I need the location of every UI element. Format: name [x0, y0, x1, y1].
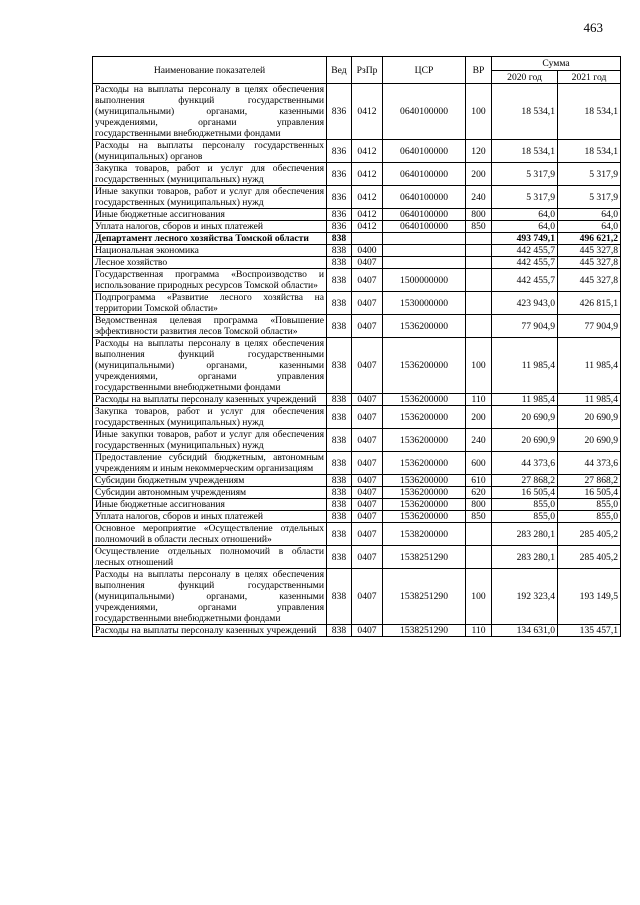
cell-2020: 77 904,9	[492, 315, 558, 338]
cell-2021: 285 405,2	[558, 523, 621, 546]
cell-ved: 838	[327, 511, 352, 523]
table-row	[93, 499, 621, 511]
cell-name: Осуществление отдельных полномочий в области лесных отношений	[93, 546, 327, 569]
cell-rzpr: 0407	[352, 569, 383, 625]
table-row	[93, 523, 621, 546]
cell-csr: 1536200000	[383, 487, 466, 499]
cell-rzpr: 0407	[352, 406, 383, 429]
cell-2021: 285 405,2	[558, 546, 621, 569]
cell-name: Субсидии автономным учреждениям	[93, 487, 327, 499]
table-row	[93, 394, 621, 406]
cell-rzpr: 0407	[352, 269, 383, 292]
cell-ved: 838	[327, 452, 352, 475]
table-row	[93, 186, 621, 209]
table-row	[93, 140, 621, 163]
cell-name: Иные закупки товаров, работ и услуг для обеспечения государственных (муниципальных) нужд	[93, 429, 327, 452]
cell-ved: 836	[327, 209, 352, 221]
table-row	[93, 315, 621, 338]
cell-ved: 838	[327, 406, 352, 429]
cell-csr: 1536200000	[383, 338, 466, 394]
cell-ved: 838	[327, 257, 352, 269]
header-vr: ВР	[466, 57, 492, 84]
header-sum: Сумма	[492, 57, 621, 71]
cell-2021: 77 904,9	[558, 315, 621, 338]
cell-name: Закупка товаров, работ и услуг для обеспечения государственных (муниципальных) нужд	[93, 163, 327, 186]
cell-ved: 836	[327, 186, 352, 209]
cell-2020: 20 690,9	[492, 429, 558, 452]
cell-vr: 850	[466, 221, 492, 233]
cell-2021: 20 690,9	[558, 406, 621, 429]
cell-name: Иные закупки товаров, работ и услуг для обеспечения государственных (муниципальных) нужд	[93, 186, 327, 209]
cell-csr: 1536200000	[383, 511, 466, 523]
table-row	[93, 292, 621, 315]
cell-name: Расходы на выплаты персоналу в целях обеспечения выполнения функций государственными (муниципальными) органами, казенными учреждениями, органами управления государственными внебюджетными фондами	[93, 569, 327, 625]
cell-2020: 11 985,4	[492, 394, 558, 406]
cell-vr: 800	[466, 499, 492, 511]
cell-ved: 838	[327, 625, 352, 637]
cell-ved: 836	[327, 221, 352, 233]
cell-csr: 1530000000	[383, 292, 466, 315]
cell-2020: 442 455,7	[492, 245, 558, 257]
cell-rzpr: 0400	[352, 245, 383, 257]
table-row	[93, 546, 621, 569]
cell-name: Предоставление субсидий бюджетным, автономным учреждениям и иным некоммерческим организациям	[93, 452, 327, 475]
cell-rzpr: 0412	[352, 163, 383, 186]
cell-2020: 27 868,2	[492, 475, 558, 487]
cell-rzpr: 0412	[352, 84, 383, 140]
cell-2020: 442 455,7	[492, 257, 558, 269]
cell-ved: 838	[327, 475, 352, 487]
cell-2021: 18 534,1	[558, 140, 621, 163]
cell-csr: 1500000000	[383, 269, 466, 292]
cell-2021: 27 868,2	[558, 475, 621, 487]
cell-vr: 100	[466, 338, 492, 394]
cell-2021: 135 457,1	[558, 625, 621, 637]
cell-2021: 5 317,9	[558, 163, 621, 186]
cell-2020: 192 323,4	[492, 569, 558, 625]
cell-rzpr: 0407	[352, 475, 383, 487]
cell-name: Иные бюджетные ассигнования	[93, 499, 327, 511]
cell-vr	[466, 315, 492, 338]
cell-ved: 838	[327, 429, 352, 452]
cell-2021: 855,0	[558, 499, 621, 511]
cell-2021: 20 690,9	[558, 429, 621, 452]
table-row	[93, 475, 621, 487]
cell-2020: 18 534,1	[492, 84, 558, 140]
cell-vr: 240	[466, 429, 492, 452]
header-rzpr: РзПр	[352, 57, 383, 84]
cell-ved: 838	[327, 233, 352, 245]
cell-csr: 0640100000	[383, 186, 466, 209]
cell-2020: 18 534,1	[492, 140, 558, 163]
cell-rzpr: 0407	[352, 546, 383, 569]
cell-2020: 423 943,0	[492, 292, 558, 315]
cell-name: Иные бюджетные ассигнования	[93, 209, 327, 221]
cell-rzpr: 0412	[352, 209, 383, 221]
cell-2020: 5 317,9	[492, 163, 558, 186]
cell-2021: 18 534,1	[558, 84, 621, 140]
cell-vr	[466, 546, 492, 569]
cell-vr	[466, 245, 492, 257]
table-row	[93, 209, 621, 221]
cell-name: Уплата налогов, сборов и иных платежей	[93, 221, 327, 233]
cell-ved: 836	[327, 163, 352, 186]
header-2020: 2020 год	[492, 71, 558, 84]
cell-rzpr: 0407	[352, 511, 383, 523]
cell-vr: 110	[466, 625, 492, 637]
cell-vr: 200	[466, 163, 492, 186]
cell-vr	[466, 257, 492, 269]
cell-rzpr: 0407	[352, 625, 383, 637]
cell-csr: 1536200000	[383, 315, 466, 338]
cell-2021: 445 327,8	[558, 269, 621, 292]
table-row	[93, 221, 621, 233]
cell-name: Ведомственная целевая программа «Повышение эффективности развития лесов Томской области»	[93, 315, 327, 338]
cell-2021: 193 149,5	[558, 569, 621, 625]
table-row	[93, 163, 621, 186]
cell-rzpr: 0407	[352, 315, 383, 338]
cell-vr: 600	[466, 452, 492, 475]
table-row	[93, 245, 621, 257]
cell-vr: 850	[466, 511, 492, 523]
table-row	[93, 406, 621, 429]
cell-name: Лесное хозяйство	[93, 257, 327, 269]
cell-name: Субсидии бюджетным учреждениям	[93, 475, 327, 487]
cell-vr	[466, 233, 492, 245]
cell-rzpr: 0412	[352, 221, 383, 233]
header-2021: 2021 год	[558, 71, 621, 84]
cell-name: Государственная программа «Воспроизводство и использование природных ресурсов Томской области»	[93, 269, 327, 292]
cell-vr	[466, 523, 492, 546]
cell-rzpr: 0407	[352, 499, 383, 511]
cell-2021: 11 985,4	[558, 338, 621, 394]
cell-2021: 855,0	[558, 511, 621, 523]
cell-2021: 5 317,9	[558, 186, 621, 209]
cell-vr	[466, 292, 492, 315]
cell-2020: 283 280,1	[492, 546, 558, 569]
cell-name: Расходы на выплаты персоналу казенных учреждений	[93, 625, 327, 637]
cell-ved: 838	[327, 569, 352, 625]
cell-csr: 1536200000	[383, 452, 466, 475]
cell-csr: 1536200000	[383, 406, 466, 429]
cell-rzpr: 0407	[352, 257, 383, 269]
cell-ved: 836	[327, 140, 352, 163]
cell-ved: 838	[327, 338, 352, 394]
cell-vr: 110	[466, 394, 492, 406]
cell-ved: 838	[327, 315, 352, 338]
cell-name: Департамент лесного хозяйства Томской области	[93, 233, 327, 245]
cell-2020: 64,0	[492, 209, 558, 221]
cell-csr: 0640100000	[383, 221, 466, 233]
cell-name: Уплата налогов, сборов и иных платежей	[93, 511, 327, 523]
cell-name: Расходы на выплаты персоналу в целях обеспечения выполнения функций государственными (муниципальными) органами, казенными учреждениями, органами управления государственными внебюджетными фондами	[93, 338, 327, 394]
cell-vr: 610	[466, 475, 492, 487]
cell-2021: 11 985,4	[558, 394, 621, 406]
table-row	[93, 269, 621, 292]
cell-ved: 836	[327, 84, 352, 140]
cell-2020: 283 280,1	[492, 523, 558, 546]
cell-name: Расходы на выплаты персоналу в целях обеспечения выполнения функций государственными (муниципальными) органами, казенными учреждениями, органами управления государственными внебюджетными фондами	[93, 84, 327, 140]
cell-vr: 240	[466, 186, 492, 209]
cell-2021: 426 815,1	[558, 292, 621, 315]
cell-2020: 855,0	[492, 499, 558, 511]
table-row	[93, 569, 621, 625]
cell-2020: 855,0	[492, 511, 558, 523]
cell-rzpr: 0407	[352, 523, 383, 546]
cell-2020: 5 317,9	[492, 186, 558, 209]
cell-2021: 16 505,4	[558, 487, 621, 499]
cell-2021: 445 327,8	[558, 257, 621, 269]
header-name: Наименование показателей	[93, 57, 327, 84]
cell-rzpr: 0407	[352, 394, 383, 406]
cell-name: Подпрограмма «Развитие лесного хозяйства на территории Томской области»	[93, 292, 327, 315]
table-row	[93, 257, 621, 269]
cell-csr: 1538251290	[383, 569, 466, 625]
cell-name: Закупка товаров, работ и услуг для обеспечения государственных (муниципальных) нужд	[93, 406, 327, 429]
cell-2020: 493 749,1	[492, 233, 558, 245]
cell-2020: 134 631,0	[492, 625, 558, 637]
cell-2020: 44 373,6	[492, 452, 558, 475]
cell-vr: 800	[466, 209, 492, 221]
table-row	[93, 84, 621, 140]
table-row	[93, 511, 621, 523]
cell-ved: 838	[327, 394, 352, 406]
cell-2020: 11 985,4	[492, 338, 558, 394]
cell-2020: 20 690,9	[492, 406, 558, 429]
cell-vr: 100	[466, 84, 492, 140]
cell-rzpr: 0407	[352, 338, 383, 394]
cell-csr: 1538251290	[383, 625, 466, 637]
cell-ved: 838	[327, 245, 352, 257]
cell-rzpr: 0407	[352, 292, 383, 315]
table-row	[93, 625, 621, 637]
cell-csr: 1536200000	[383, 475, 466, 487]
cell-ved: 838	[327, 546, 352, 569]
header-ved: Вед	[327, 57, 352, 84]
cell-vr: 120	[466, 140, 492, 163]
cell-csr: 1536200000	[383, 499, 466, 511]
page-number: 463	[583, 20, 603, 35]
cell-vr: 200	[466, 406, 492, 429]
cell-rzpr: 0407	[352, 452, 383, 475]
cell-2020: 16 505,4	[492, 487, 558, 499]
cell-ved: 838	[327, 292, 352, 315]
cell-name: Расходы на выплаты персоналу казенных учреждений	[93, 394, 327, 406]
cell-name: Национальная экономика	[93, 245, 327, 257]
cell-vr	[466, 269, 492, 292]
cell-2021: 44 373,6	[558, 452, 621, 475]
cell-rzpr: 0407	[352, 429, 383, 452]
table-row	[93, 487, 621, 499]
table-row	[93, 338, 621, 394]
cell-csr	[383, 245, 466, 257]
cell-2020: 442 455,7	[492, 269, 558, 292]
table-row	[93, 429, 621, 452]
cell-rzpr	[352, 233, 383, 245]
cell-rzpr: 0407	[352, 487, 383, 499]
cell-csr: 0640100000	[383, 209, 466, 221]
cell-ved: 838	[327, 269, 352, 292]
cell-name: Расходы на выплаты персоналу государственных (муниципальных) органов	[93, 140, 327, 163]
table-row	[93, 452, 621, 475]
cell-csr: 1538251290	[383, 546, 466, 569]
cell-2021: 445 327,8	[558, 245, 621, 257]
cell-csr	[383, 233, 466, 245]
cell-2021: 64,0	[558, 209, 621, 221]
cell-ved: 838	[327, 487, 352, 499]
cell-name: Основное мероприятие «Осуществление отдельных полномочий в области лесных отношений»	[93, 523, 327, 546]
cell-vr: 100	[466, 569, 492, 625]
cell-csr: 1536200000	[383, 394, 466, 406]
budget-table	[92, 56, 621, 637]
cell-vr: 620	[466, 487, 492, 499]
cell-csr: 0640100000	[383, 140, 466, 163]
cell-2021: 64,0	[558, 221, 621, 233]
table-row	[93, 233, 621, 245]
cell-csr: 0640100000	[383, 163, 466, 186]
cell-2020: 64,0	[492, 221, 558, 233]
cell-csr: 1536200000	[383, 429, 466, 452]
header-csr: ЦСР	[383, 57, 466, 84]
cell-ved: 838	[327, 523, 352, 546]
cell-csr: 0640100000	[383, 84, 466, 140]
cell-csr: 1538200000	[383, 523, 466, 546]
cell-ved: 838	[327, 499, 352, 511]
cell-rzpr: 0412	[352, 186, 383, 209]
cell-2021: 496 621,2	[558, 233, 621, 245]
cell-rzpr: 0412	[352, 140, 383, 163]
cell-csr	[383, 257, 466, 269]
